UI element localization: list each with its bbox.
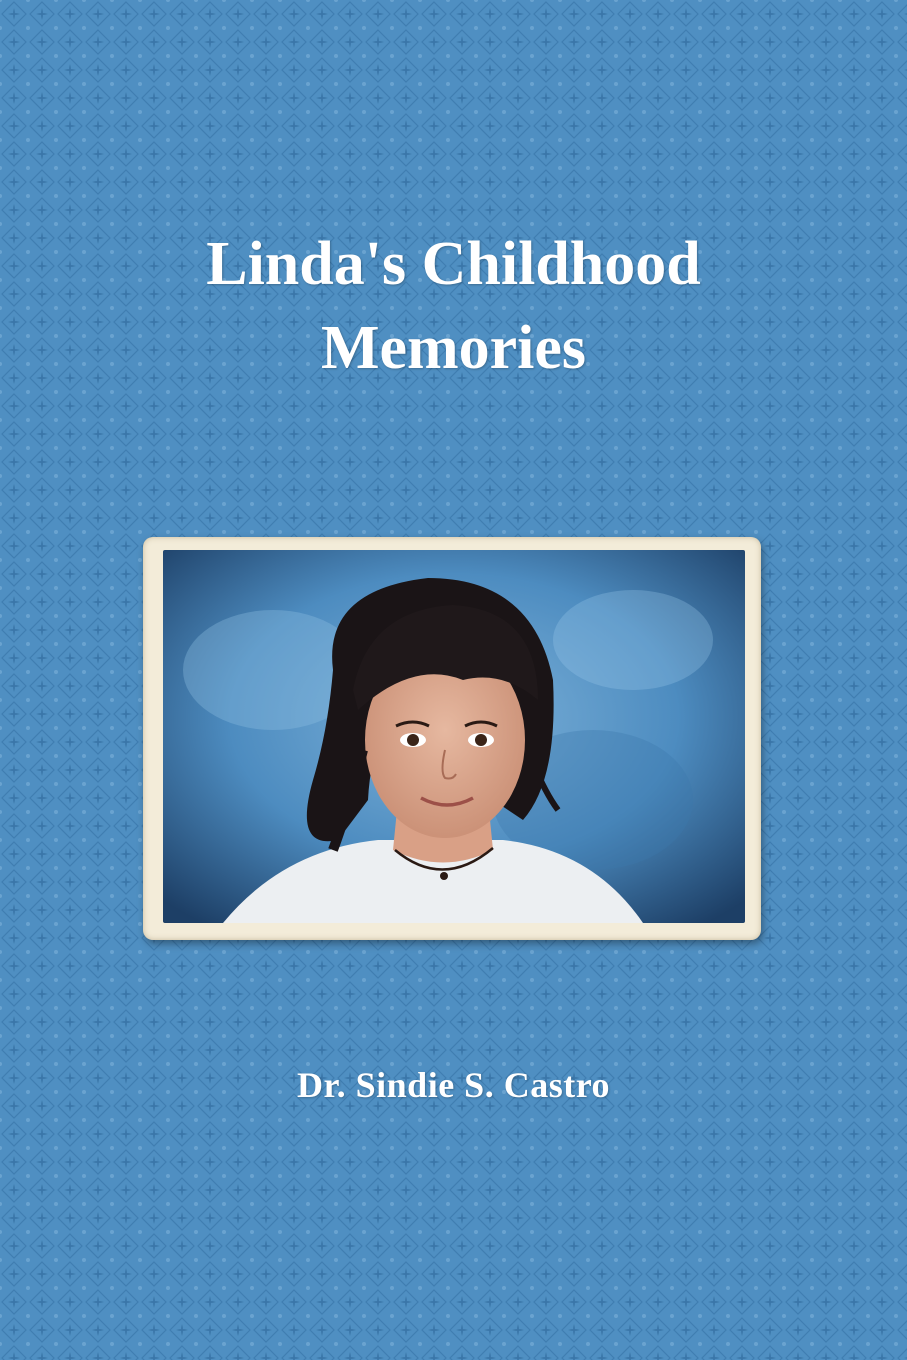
portrait-photo (163, 550, 745, 923)
author-name: Dr. Sindie S. Castro (296, 1065, 611, 1105)
book-title (0, 222, 907, 390)
title-line-1: Linda's Childhood (206, 230, 701, 298)
photo-frame (143, 537, 761, 940)
title-line-2: Memories (320, 314, 587, 382)
